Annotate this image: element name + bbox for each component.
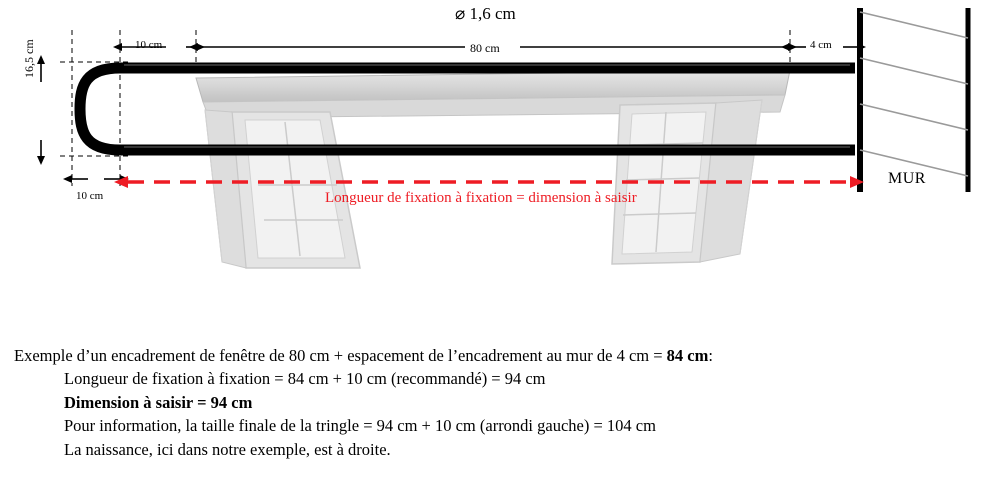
label-diameter: ⌀ 1,6 cm xyxy=(455,4,516,23)
explanation-line-4: Pour information, la taille finale de la tringle = 94 cm + 10 cm (arrondi gauche) = 104 cm xyxy=(64,416,656,436)
label-red-measure: Longueur de fixation à fixation = dimension à saisir xyxy=(325,190,637,206)
explanation-text xyxy=(14,344,984,461)
label-return-height: 16,5 cm xyxy=(22,39,36,78)
window-illustration xyxy=(196,70,790,268)
explanation-line-2: Longueur de fixation à fixation = 84 cm + 10 cm (recommandé) = 94 cm xyxy=(64,369,546,389)
explanation-line-1-part-a: Exemple d’un encadrement de fenêtre de 80 cm + espacement de l’encadrement au mur de 4 cm = xyxy=(14,346,667,365)
wall-lines xyxy=(860,8,968,192)
label-right-gap: 4 cm xyxy=(810,39,832,51)
explanation-line-5: La naissance, ici dans notre exemple, est à droite. xyxy=(64,439,391,459)
label-left-gap-top: 10 cm xyxy=(135,39,163,51)
explanation-line-1 xyxy=(14,344,984,367)
explanation-line-1-highlight: 84 cm xyxy=(666,346,709,365)
label-left-gap-bottom: 10 cm xyxy=(76,190,104,202)
explanation-line-3: Dimension à saisir = 94 cm xyxy=(64,392,253,412)
explanation-line-1-part-c: : xyxy=(708,346,713,365)
label-window-width: 80 cm xyxy=(470,41,500,55)
label-wall: MUR xyxy=(888,170,926,187)
